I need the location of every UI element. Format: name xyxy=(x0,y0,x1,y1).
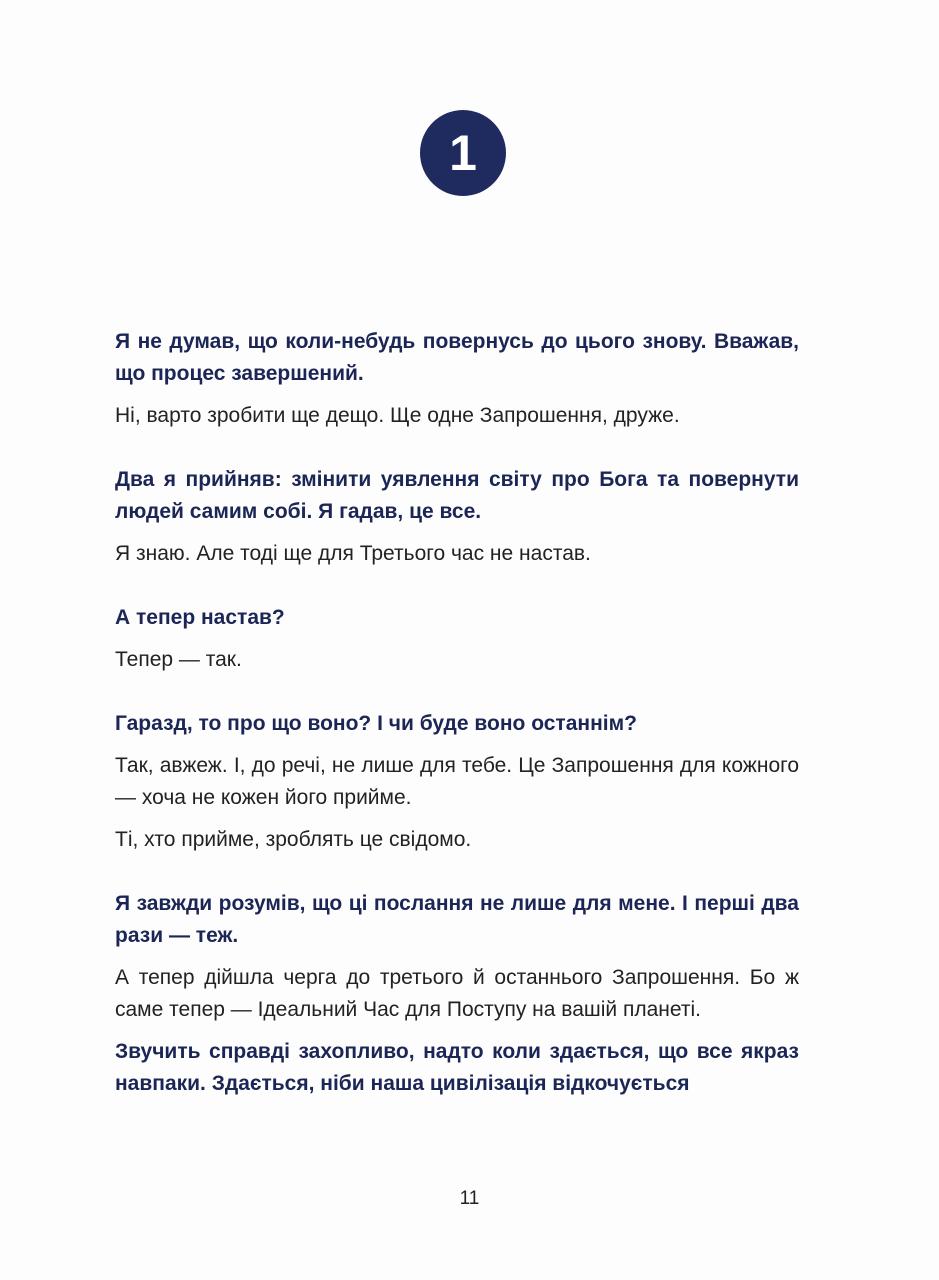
answer-paragraph: Я знаю. Але тоді ще для Третього час не настав. xyxy=(115,542,591,565)
question-paragraph: Два я прийняв: змінити уявлення світу про Бога та повернути людей самим собі. Я гадав, це все. xyxy=(115,468,799,523)
chapter-number: 1 xyxy=(449,125,477,181)
page-body xyxy=(115,326,799,1100)
question-paragraph: Я завжди розумів, що ці послання не лише для мене. І перші два рази — теж. xyxy=(115,892,799,947)
answer-paragraph: Ні, варто зробити ще дещо. Ще одне Запрошення, друже. xyxy=(115,404,680,427)
question-paragraph: Гаразд, то про що воно? І чи буде воно останнім? xyxy=(115,712,637,735)
page-number: 11 xyxy=(459,1188,480,1209)
question-paragraph: Я не думав, що коли-небудь повернусь до цього знову. Вважав, що процес завершений. xyxy=(115,330,799,385)
question-paragraph: А тепер настав? xyxy=(115,606,285,629)
answer-paragraph: А тепер дійшла черга до третього й останнього Запрошення. Бо ж саме тепер — Ідеальний Час для Поступу на вашій планеті. xyxy=(115,966,799,1021)
answer-paragraph: Так, авжеж. І, до речі, не лише для тебе. Це Запрошення для кожного — хоча не кожен його прийме. xyxy=(115,754,799,809)
answer-paragraph: Ті, хто прийме, зроблять це свідомо. xyxy=(115,828,472,851)
answer-paragraph: Тепер — так. xyxy=(115,648,242,671)
question-paragraph: Звучить справді захопливо, надто коли здається, що все якраз навпаки. Здається, ніби наша цивілізація відкочується xyxy=(115,1040,799,1095)
chapter-number-badge xyxy=(420,110,506,196)
